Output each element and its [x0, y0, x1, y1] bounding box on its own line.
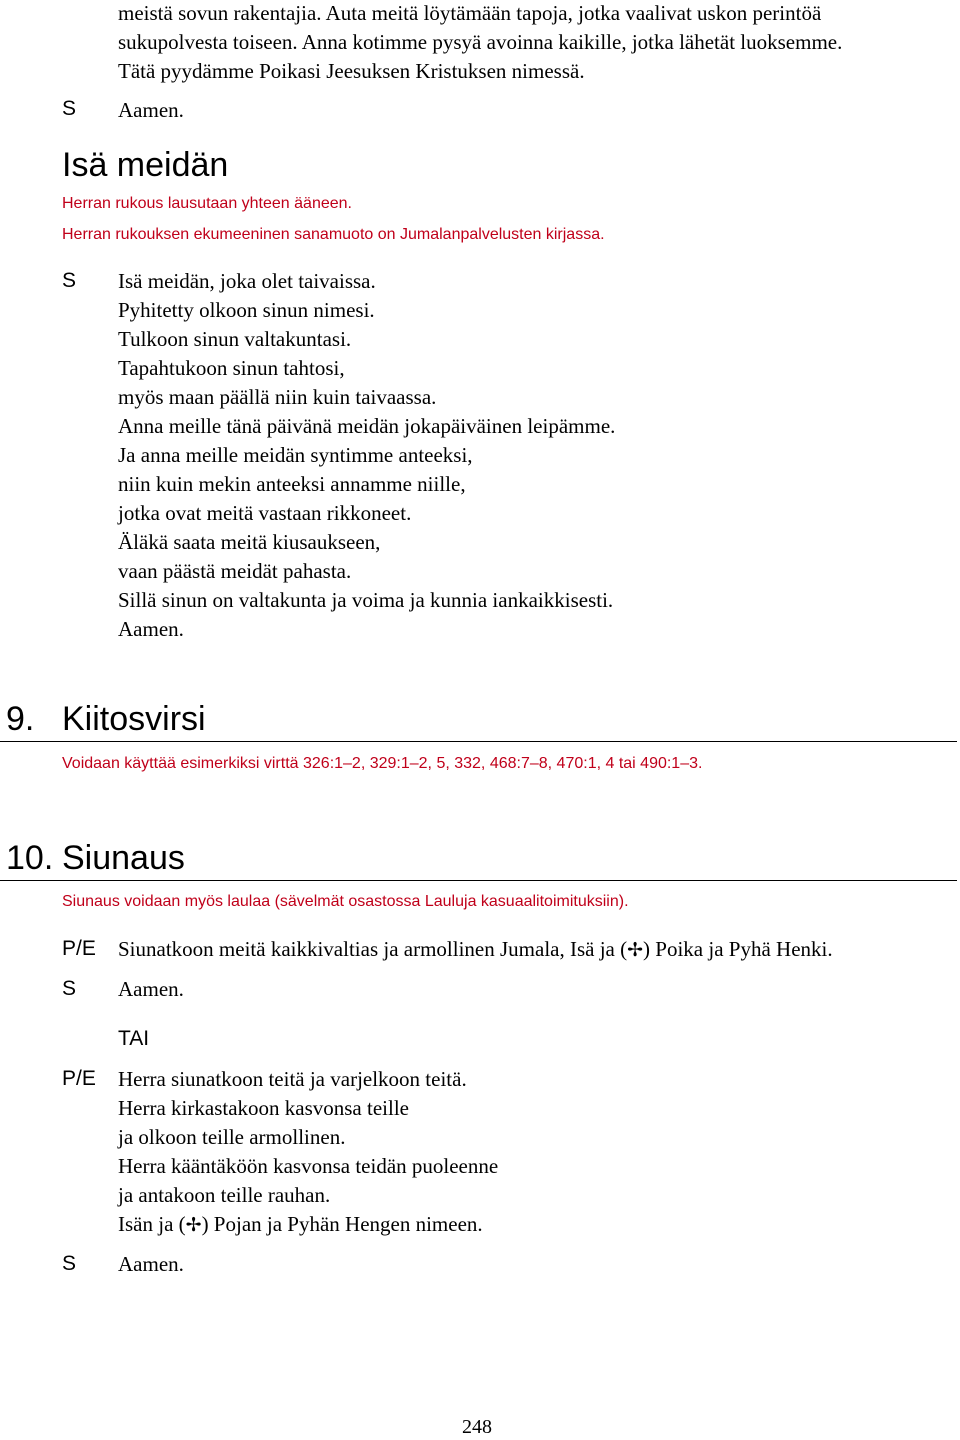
blessing-line: Herra siunatkoon teitä ja varjelkoon teitä.: [118, 1067, 467, 1091]
speaker-label: S: [62, 269, 77, 292]
blessing-line: Herra kääntäköön kasvonsa teidän puoleenne: [118, 1154, 499, 1178]
blessing-line: ja olkoon teille armollinen.: [118, 1125, 346, 1149]
speaker-label: S: [62, 1252, 77, 1275]
lords-prayer-text: [118, 267, 615, 644]
cross-icon: ✢: [185, 1214, 202, 1236]
cross-icon: ✢: [627, 939, 644, 961]
section-number: 9.: [6, 700, 35, 738]
speaker-label: S: [62, 97, 77, 120]
prayer-line: sukupolvesta toiseen. Anna kotimme pysyä avoinna kaikille, jotka lähetät luoksemme.: [118, 30, 843, 54]
prayer-line: myös maan päällä niin kuin taivaassa.: [118, 385, 437, 409]
blessing-text-part: Isän ja (: [118, 1212, 186, 1236]
blessing-text: [118, 935, 833, 965]
prayer-continuation: [118, 0, 842, 86]
blessing-line: Herra kirkastakoon kasvonsa teille: [118, 1096, 409, 1120]
response-text: Aamen.: [118, 1252, 184, 1276]
prayer-line: Tapahtukoon sinun tahtosi,: [118, 356, 345, 380]
prayer-line: Pyhitetty olkoon sinun nimesi.: [118, 298, 375, 322]
prayer-line: Ja anna meille meidän syntimme anteeksi,: [118, 443, 473, 467]
alternative-label: TAI: [118, 1027, 150, 1050]
prayer-line: jotka ovat meitä vastaan rikkoneet.: [118, 501, 412, 525]
prayer-line: niin kuin mekin anteeksi annamme niille,: [118, 472, 466, 496]
section-rule: [0, 741, 957, 742]
aaronic-blessing-text: [118, 1065, 498, 1239]
section-heading: Siunaus: [62, 839, 185, 877]
prayer-line: Aamen.: [118, 617, 184, 641]
blessing-line: [118, 1210, 498, 1239]
section-rule: [0, 880, 957, 881]
prayer-line: Tulkoon sinun valtakuntasi.: [118, 327, 352, 351]
rubric-text: Voidaan käyttää esimerkiksi virttä 326:1–2, 329:1–2, 5, 332, 468:7–8, 470:1, 4 tai 490:1–3.: [62, 755, 703, 772]
prayer-line: Sillä sinun on valtakunta ja voima ja kunnia iankaikkisesti.: [118, 588, 614, 612]
prayer-line: vaan päästä meidät pahasta.: [118, 559, 352, 583]
rubric-text: Siunaus voidaan myös laulaa (sävelmät osastossa Lauluja kasuaalitoimituksiin).: [62, 893, 629, 910]
blessing-line: ja antakoon teille rauhan.: [118, 1183, 331, 1207]
response-text: Aamen.: [118, 977, 184, 1001]
section-number: 10.: [6, 839, 54, 877]
blessing-text-part: ) Poika ja Pyhä Henki.: [643, 937, 833, 961]
blessing-text-part: ) Pojan ja Pyhän Hengen nimeen.: [201, 1212, 483, 1236]
blessing-text-part: Siunatkoon meitä kaikkivaltias ja armollinen Jumala, Isä ja (: [118, 937, 628, 961]
prayer-line: Tätä pyydämme Poikasi Jeesuksen Kristuksen nimessä.: [118, 59, 585, 83]
section-heading: Kiitosvirsi: [62, 700, 206, 738]
section-heading: Isä meidän: [62, 146, 229, 184]
page-number: 248: [462, 1416, 492, 1438]
rubric-text: Herran rukous lausutaan yhteen ääneen.: [62, 195, 352, 212]
speaker-label: P/E: [62, 937, 96, 960]
prayer-line: Äläkä saata meitä kiusaukseen,: [118, 530, 381, 554]
prayer-line: Anna meille tänä päivänä meidän jokapäiväinen leipämme.: [118, 414, 616, 438]
speaker-label: P/E: [62, 1067, 96, 1090]
speaker-label: S: [62, 977, 77, 1000]
response-text: Aamen.: [118, 98, 184, 122]
rubric-text: Herran rukouksen ekumeeninen sanamuoto on Jumalanpalvelusten kirjassa.: [62, 226, 605, 243]
prayer-line: Isä meidän, joka olet taivaissa.: [118, 269, 376, 293]
prayer-line: meistä sovun rakentajia. Auta meitä löytämään tapoja, jotka vaalivat uskon perintöä: [118, 1, 822, 25]
